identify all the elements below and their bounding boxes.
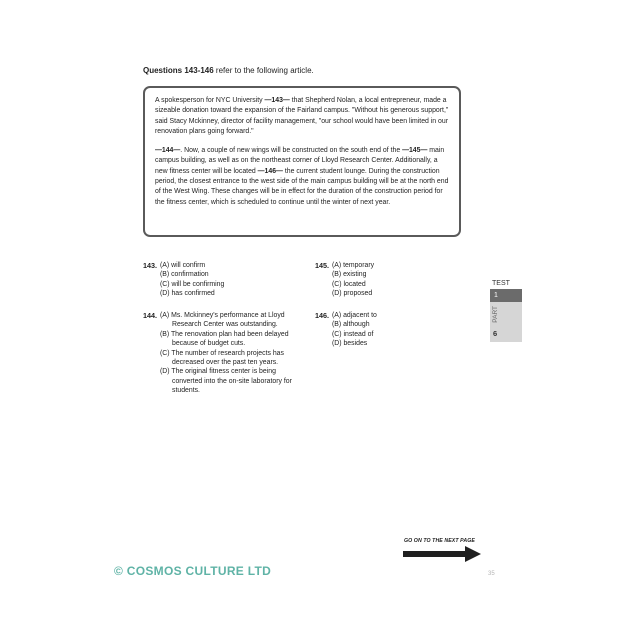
questions-range: Questions 143-146: [143, 66, 214, 75]
answer-option[interactable]: (D) The original fitness center is being converted into the on-site laboratory for students.: [160, 368, 292, 395]
answer-option[interactable]: (A) adjacent to: [332, 312, 377, 319]
copyright-brand: © COSMOS CULTURE LTD: [114, 564, 272, 578]
answer-option[interactable]: (D) proposed: [332, 290, 373, 298]
article-text: main campus building, as well as on the northeast corner of Lloyd Research Center. Additionally, a new fitness center will be located: [155, 147, 445, 175]
page-number: 35: [488, 571, 495, 577]
article-text: that Shepherd Nolan, a local entrepreneur, made a sizeable donation toward the expansion of the Fairland campus. "Without his generous support," said Stacy Mckinney, director of facility management, "our school would have been limited in our renovation plans going forward.": [155, 97, 449, 135]
part-number: 6: [493, 329, 498, 338]
answer-options: [332, 261, 472, 299]
answer-options: [160, 311, 302, 396]
question-number: 144.: [143, 311, 157, 320]
article-text: A spokesperson for NYC University: [155, 97, 265, 104]
test-label: TEST: [492, 280, 510, 287]
right-arrow-icon: [403, 546, 481, 562]
answer-option[interactable]: (A) will confirm: [160, 262, 206, 269]
answer-option[interactable]: (D) has confirmed: [160, 290, 215, 298]
answer-option[interactable]: (C) The number of research projects has decreased over the past ten years.: [160, 349, 284, 367]
answer-option[interactable]: (D) besides: [332, 340, 368, 348]
question-blank: —143—: [264, 97, 290, 104]
article-paragraph-1: [155, 96, 449, 137]
answer-option[interactable]: (B) confirmation: [160, 271, 209, 279]
answer-option[interactable]: (B) The renovation plan had been delayed because of budget cuts.: [160, 330, 289, 348]
answer-option[interactable]: (C) will be confirming: [160, 280, 225, 288]
intro-text: refer to the following article.: [213, 66, 314, 75]
question-blank: —145—: [402, 147, 428, 155]
answer-option[interactable]: (B) existing: [332, 271, 367, 279]
go-on-instruction: GO ON TO THE NEXT PAGE: [404, 538, 475, 544]
question-number: 143.: [143, 261, 157, 270]
answer-option[interactable]: (A) Ms. Mckinney's performance at Lloyd Research Center was outstanding.: [160, 312, 285, 329]
question-number: 145.: [315, 261, 329, 270]
answer-options: [160, 261, 300, 299]
article-paragraph-2: [155, 146, 449, 208]
question-blank: —144—: [155, 147, 181, 155]
article-text: the current student lounge. During the construction period, the closest entrance to the west side of the main campus building will be at the north end of the West Wing. These changes will be in effect for the duration of the construction period for the fitness center, which is scheduled to continue until the winter of next year.: [155, 167, 449, 206]
test-number-tab: 1: [490, 289, 522, 302]
answer-options: [332, 311, 472, 349]
questions-intro: [143, 66, 314, 75]
article-box: [143, 86, 461, 237]
answer-option[interactable]: (C) located: [332, 280, 366, 288]
answer-option[interactable]: (B) although: [332, 321, 370, 329]
answer-option[interactable]: (C) instead of: [332, 330, 374, 338]
part-label: PART: [492, 306, 499, 323]
answer-option[interactable]: (A) temporary: [332, 262, 375, 269]
question-number: 146.: [315, 311, 329, 320]
question-blank: —146—: [257, 167, 283, 175]
article-text: . Now, a couple of new wings will be constructed on the south end of the: [180, 147, 403, 155]
